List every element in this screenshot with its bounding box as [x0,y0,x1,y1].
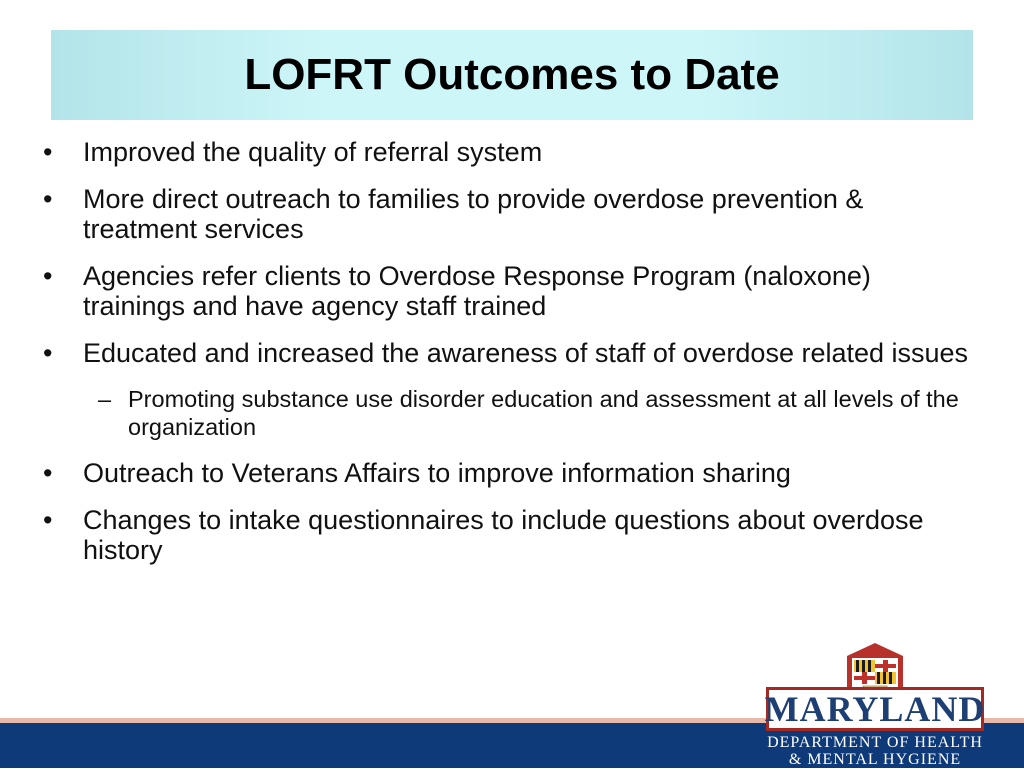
sub-bullet-list [83,385,980,441]
slide-title: LOFRT Outcomes to Date [244,50,780,99]
bullet-item [40,184,980,244]
sub-bullet-marker: – [98,386,112,412]
bullet-item [40,505,980,565]
bullet-text: Changes to intake questionnaires to include questions about overdose history [83,505,924,565]
slide-content [40,137,980,582]
maryland-dhmh-logo [766,640,984,768]
logo-wordmark-box [766,687,984,731]
bullet-marker: • [43,338,53,368]
bullet-text: Outreach to Veterans Affairs to improve information sharing [83,458,791,488]
bullet-text: Educated and increased the awareness of staff of overdose related issues [83,338,969,368]
bullet-item [40,137,980,167]
bullet-marker: • [43,137,53,167]
logo-subtitle-line2: & MENTAL HYGIENE [788,751,962,768]
bullet-text: More direct outreach to families to provide overdose prevention & treatment services [83,184,864,244]
bullet-marker: • [43,505,53,535]
title-bar [51,30,973,120]
bullet-item [40,458,980,488]
sub-bullet-item [83,385,980,441]
bullet-list [40,137,980,565]
bullet-marker: • [43,184,53,214]
bullet-item [40,261,980,321]
sub-bullet-text: Promoting substance use disorder education and assessment at all levels of the organization [128,386,959,440]
logo-subtitle-line1: DEPARTMENT OF HEALTH [767,734,983,751]
bullet-text: Agencies refer clients to Overdose Response Program (naloxone) trainings and have agency staff trained [83,261,871,321]
bullet-marker: • [43,458,53,488]
bullet-text: Improved the quality of referral system [83,137,543,167]
bullet-marker: • [43,261,53,291]
logo-wordmark: MARYLAND [764,689,986,729]
bullet-item [40,338,980,441]
